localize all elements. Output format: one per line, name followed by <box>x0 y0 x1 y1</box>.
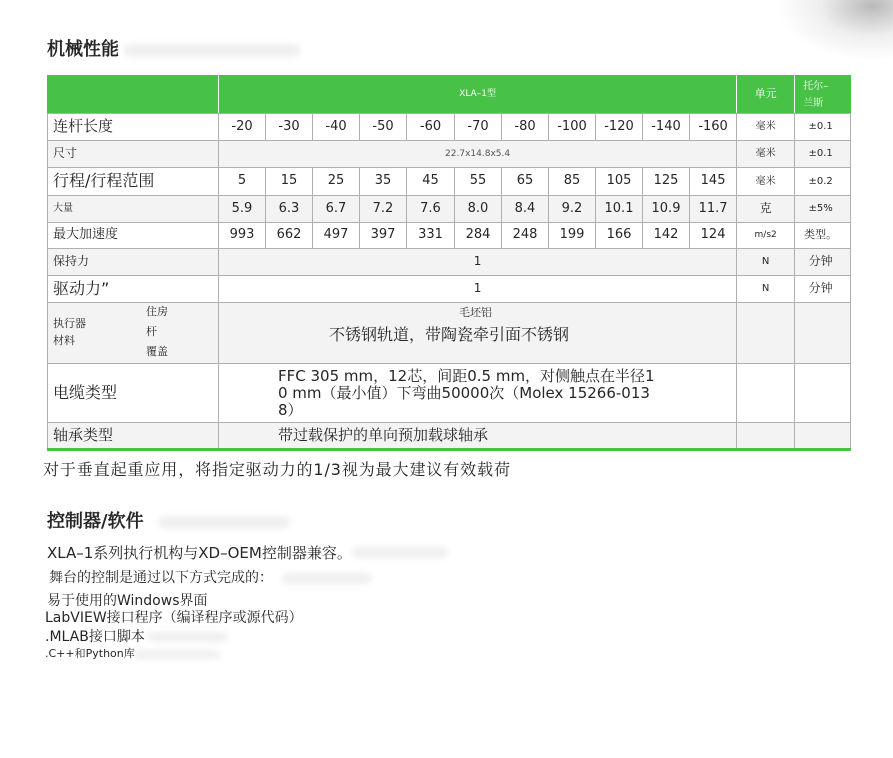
unit-cell: N <box>737 276 795 303</box>
row-label: 连杆长度 <box>48 114 219 141</box>
controller-method-text: 舞台的控制是通过以下方式完成的： <box>49 570 273 586</box>
row-label: 大量 <box>48 196 219 223</box>
materials-value-cell <box>219 303 737 364</box>
materials-label-box <box>53 303 218 363</box>
unit-cell <box>737 423 795 450</box>
ghost-smudge <box>148 632 228 642</box>
section-title-mechanical: 机械性能 <box>47 39 119 60</box>
header-blank-cell <box>48 76 219 114</box>
value-cell: 1 <box>219 249 737 276</box>
table-header-row <box>48 76 851 114</box>
list-item: 易于使用的Windows界面 <box>47 593 208 609</box>
value-cell: 142 <box>643 223 690 249</box>
header-model: XLA–1型 <box>219 76 737 114</box>
value-cell: -30 <box>266 114 313 141</box>
header-tolerance-line: 兰斯 <box>803 97 824 109</box>
housing-material: 毛坯铝 <box>459 306 492 319</box>
value-cell: 22.7x14.8x5.4 <box>219 141 737 168</box>
list-item: .C++和Python库 <box>45 647 135 660</box>
part-rod-label: 杆 <box>146 325 157 338</box>
value-cell: -50 <box>360 114 407 141</box>
controller-compatibility-text: XLA–1系列执行机构与XD–OEM控制器兼容。 <box>47 544 352 562</box>
value-cell: 145 <box>690 168 737 196</box>
value-cell: 7.2 <box>360 196 407 223</box>
row-cable-type <box>48 364 851 423</box>
list-item: .MLAB接口脚本 <box>45 629 145 645</box>
materials-label-line: 材料 <box>53 334 75 347</box>
value-cell: 125 <box>643 168 690 196</box>
corner-shadow <box>753 0 893 72</box>
unit-cell: N <box>737 249 795 276</box>
unit-cell: 克 <box>737 196 795 223</box>
header-tolerance <box>795 76 851 114</box>
cable-description-line: 0 mm（最小值）下弯曲50000次（Molex 15266-013 <box>278 384 650 402</box>
row-mass <box>48 196 851 223</box>
part-housing-label: 住房 <box>146 305 168 318</box>
value-cell: 10.9 <box>643 196 690 223</box>
cable-description <box>219 364 736 419</box>
value-cell: -20 <box>219 114 266 141</box>
tolerance-cell <box>795 303 851 364</box>
value-cell: -70 <box>455 114 502 141</box>
cable-description-line: FFC 305 mm，12芯，间距0.5 mm，对侧触点在半径1 <box>278 367 655 385</box>
ghost-smudge <box>282 573 372 584</box>
tolerance-cell: ±5% <box>795 196 851 223</box>
row-travel-range <box>48 168 851 196</box>
value-cell: 10.1 <box>596 196 643 223</box>
value-cell: 55 <box>455 168 502 196</box>
value-cell: 35 <box>360 168 407 196</box>
row-label: 保持力 <box>48 249 219 276</box>
value-cell: 166 <box>596 223 643 249</box>
header-unit: 单元 <box>737 76 795 114</box>
value-cell: 5.9 <box>219 196 266 223</box>
value-cell: -160 <box>690 114 737 141</box>
unit-cell: 毫米 <box>737 141 795 168</box>
row-actuator-materials <box>48 303 851 364</box>
value-cell: 85 <box>549 168 596 196</box>
ghost-smudge <box>352 547 448 558</box>
value-cell: 199 <box>549 223 596 249</box>
row-max-acceleration <box>48 223 851 249</box>
value-cell: 7.6 <box>407 196 455 223</box>
tolerance-cell: ±0.1 <box>795 114 851 141</box>
value-cell: -140 <box>643 114 690 141</box>
mechanical-spec-table <box>47 75 851 451</box>
row-label: 驱动力” <box>48 276 219 303</box>
vertical-load-note: 对于垂直起重应用，将指定驱动力的1/3视为最大建议有效载荷 <box>43 460 511 479</box>
unit-cell: m/s2 <box>737 223 795 249</box>
value-cell: 331 <box>407 223 455 249</box>
row-label: 行程/行程范围 <box>48 168 219 196</box>
value-cell: 6.7 <box>313 196 360 223</box>
row-label: 电缆类型 <box>48 364 219 423</box>
value-cell: 8.0 <box>455 196 502 223</box>
row-bearing-type <box>48 423 851 450</box>
tolerance-cell <box>795 364 851 423</box>
ghost-smudge <box>158 516 290 529</box>
value-cell: 497 <box>313 223 360 249</box>
row-link-length <box>48 114 851 141</box>
row-dimensions <box>48 141 851 168</box>
value-cell: 284 <box>455 223 502 249</box>
cable-value-cell <box>219 364 737 423</box>
value-cell: 993 <box>219 223 266 249</box>
value-cell: 248 <box>502 223 549 249</box>
ghost-smudge <box>134 650 220 659</box>
list-item: LabVIEW接口程序（编译程序或源代码） <box>45 610 303 626</box>
row-holding-force <box>48 249 851 276</box>
value-cell: 1 <box>219 276 737 303</box>
materials-label-line: 执行器 <box>53 317 86 330</box>
tolerance-cell: 分钟 <box>795 249 851 276</box>
row-label: 最大加速度 <box>48 223 219 249</box>
value-cell: 65 <box>502 168 549 196</box>
value-cell: -40 <box>313 114 360 141</box>
row-label: 轴承类型 <box>48 423 219 450</box>
tolerance-cell <box>795 423 851 450</box>
tolerance-cell: ±0.2 <box>795 168 851 196</box>
unit-cell: 毫米 <box>737 114 795 141</box>
tolerance-cell: 类型。 <box>795 223 851 249</box>
value-cell: 9.2 <box>549 196 596 223</box>
materials-value-box <box>219 303 736 363</box>
unit-cell: 毫米 <box>737 168 795 196</box>
value-cell: 5 <box>219 168 266 196</box>
ghost-smudge <box>124 44 300 57</box>
section-title-controller: 控制器/软件 <box>47 511 144 532</box>
value-cell: -120 <box>596 114 643 141</box>
tolerance-cell: 分钟 <box>795 276 851 303</box>
value-cell: -100 <box>549 114 596 141</box>
value-cell: 45 <box>407 168 455 196</box>
bearing-value-cell: 带过载保护的单向预加载球轴承 <box>219 423 737 450</box>
unit-cell <box>737 364 795 423</box>
rod-cover-material: 不锈钢轨道，带陶瓷牵引面不锈钢 <box>329 325 570 344</box>
materials-label-cell <box>48 303 219 364</box>
cable-description-line: 8） <box>278 401 303 419</box>
value-cell: 11.7 <box>690 196 737 223</box>
value-cell: 662 <box>266 223 313 249</box>
value-cell: 124 <box>690 223 737 249</box>
value-cell: -60 <box>407 114 455 141</box>
value-cell: 397 <box>360 223 407 249</box>
value-cell: 25 <box>313 168 360 196</box>
row-drive-force <box>48 276 851 303</box>
value-cell: 8.4 <box>502 196 549 223</box>
value-cell: 15 <box>266 168 313 196</box>
value-cell: 6.3 <box>266 196 313 223</box>
value-cell: 105 <box>596 168 643 196</box>
unit-cell <box>737 303 795 364</box>
part-cover-label: 覆盖 <box>146 345 168 358</box>
value-cell: -80 <box>502 114 549 141</box>
row-label: 尺寸 <box>48 141 219 168</box>
header-tolerance-line: 托尔– <box>803 80 829 92</box>
tolerance-cell: ±0.1 <box>795 141 851 168</box>
